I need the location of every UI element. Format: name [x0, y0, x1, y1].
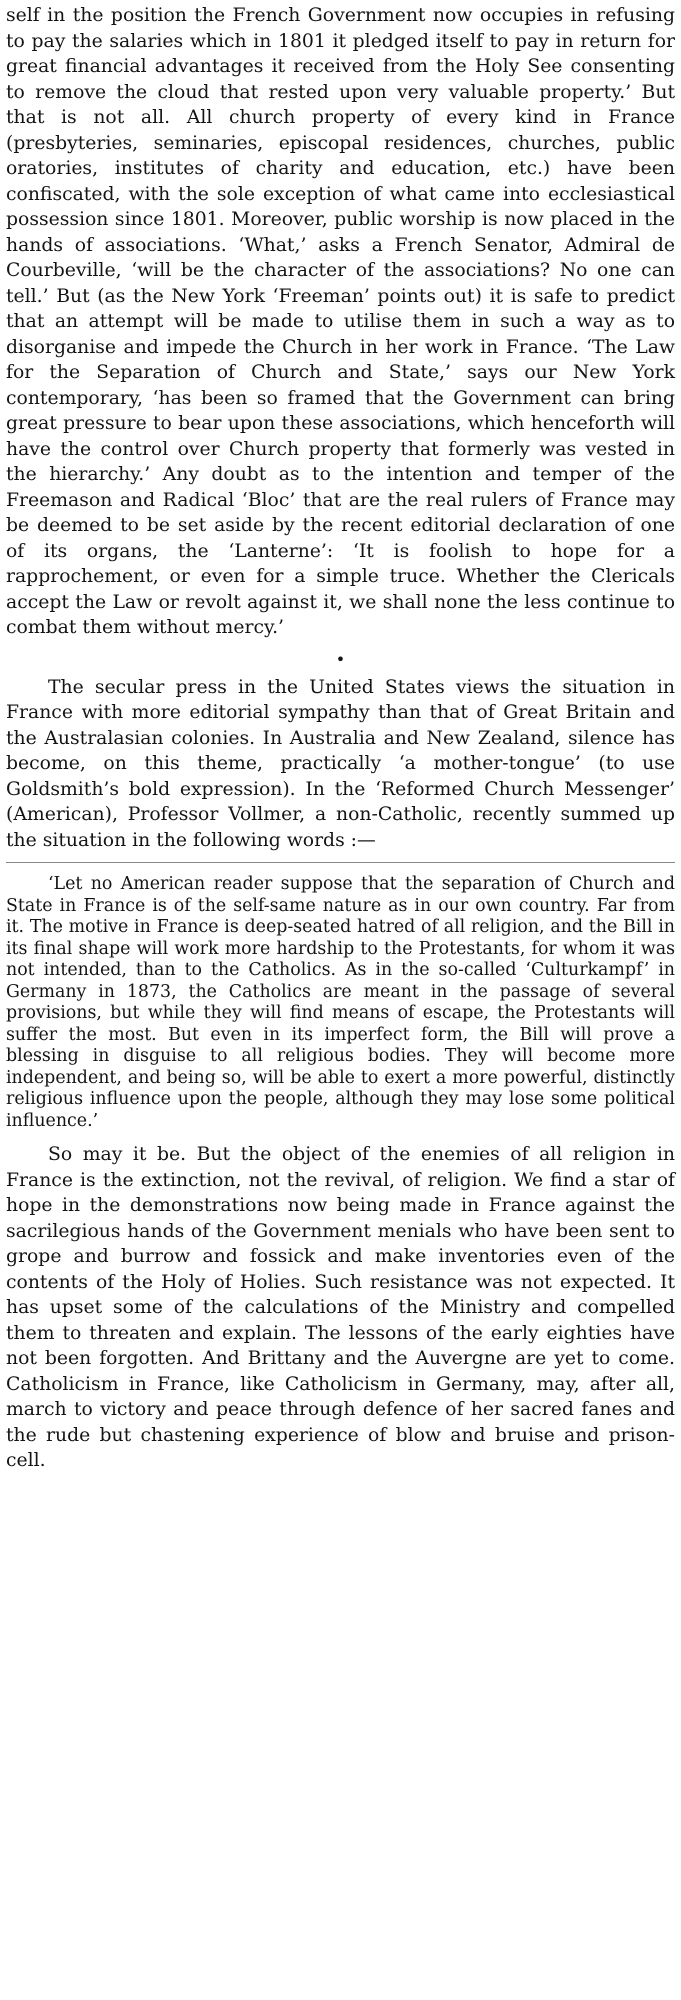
section-separator-dot: • — [335, 649, 346, 669]
horizontal-rule — [6, 862, 675, 863]
quote-spacer — [6, 1132, 675, 1142]
paragraph-secular-press: The secular press in the United States views the situation in France with more editorial sympathy than that of Great Britain and the Australasian colonies. In Australia and New Zealand, silence has become, on this theme, practically ‘a mother-tongue’ (to use Goldsmith’s bold expression). In the ‘Reformed Church Messenger’ (American), Professor Vollmer, a non-Catholic, recently summed up the situation in the following words :— — [6, 676, 675, 851]
block-quote-vollmer: ‘Let no American reader suppose that the separation of Church and State in France is of the self-same nature as in our own country. Far from it. The motive in France is deep-seated hatred of all religion, and the Bill in its final shape will work more hardship to the Protestants, for whom it was not intended, than to the Catholics. As in the so-called ‘Culturkampf’ in Germany in 1873, the Catholics are meant in the passage of several provisions, but while they will find means of escape, the Protestants will suffer the most. But even in its imperfect form, the Bill will prove a blessing in disguise to all religious bodies. They will become more independent, and being so, will be able to exert a more powerful, distinctly religious influence upon the people, although they may lose some political influence.’ — [6, 874, 675, 1131]
paragraph-conclusion: So may it be. But the object of the enemies of all religion in France is the extinction, not the revival, of religion. We find a star of hope in the demonstrations now being made in France against the sacrilegious hands of the Government menials who have been sent to grope and burrow and fossick and make inventories even of the contents of the Holy of Holies. Such resistance was not expected. It has upset some of the calculations of the Ministry and compelled them to threaten and explain. The lessons of the early eighties have not been forgotten. And Brittany and the Auvergne are yet to come. Catholicism in France, like Catholicism in Germany, may, after all, march to victory and peace through defence of her sacred fanes and the rude but chastening experience of blow and bruise and prison-cell. — [6, 1144, 675, 1471]
paragraph-continuation: self in the position the French Government now occupies in refusing to pay the salaries which in 1801 it pledged itself to pay in return for great financial advantages it received from the Holy See consenting to remove the cloud that rested upon very valuable property.’ But that is not all. All church property of every kind in France (presbyteries, seminaries, episcopal residences, churches, public oratories, institutes of charity and education, etc.) have been confiscated, with the sole exception of what came into ecclesiastical possession since 1801. Moreover, public worship is now placed in the hands of associations. ‘What,’ asks a French Senator, Admiral de Courbeville, ‘will be the character of the associations? No one can tell.’ But (as the New York ‘Freeman’ points out) it is safe to predict that an attempt will be made to utilise them in such a way as to disorganise and impede the Church in her work in France. ‘The Law for the Separation of Church and State,’ says our New York contemporary, ‘has been so framed that the Government can bring great pressure to bear upon these associations, which henceforth will have the control over Church property that formerly was vested in the hierarchy.’ Any doubt as to the intention and temper of the Freemason and Radical ‘Bloc’ that are the real rulers of France may be deemed to be set aside by the recent editorial declaration of one of its organs, the ‘Lanterne’: ‘It is foolish to hope for a rapprochement, or even for a simple truce. Whether the Clericals accept the Law or revolt against it, we shall none the less continue to combat them without mercy.’ — [6, 5, 675, 638]
